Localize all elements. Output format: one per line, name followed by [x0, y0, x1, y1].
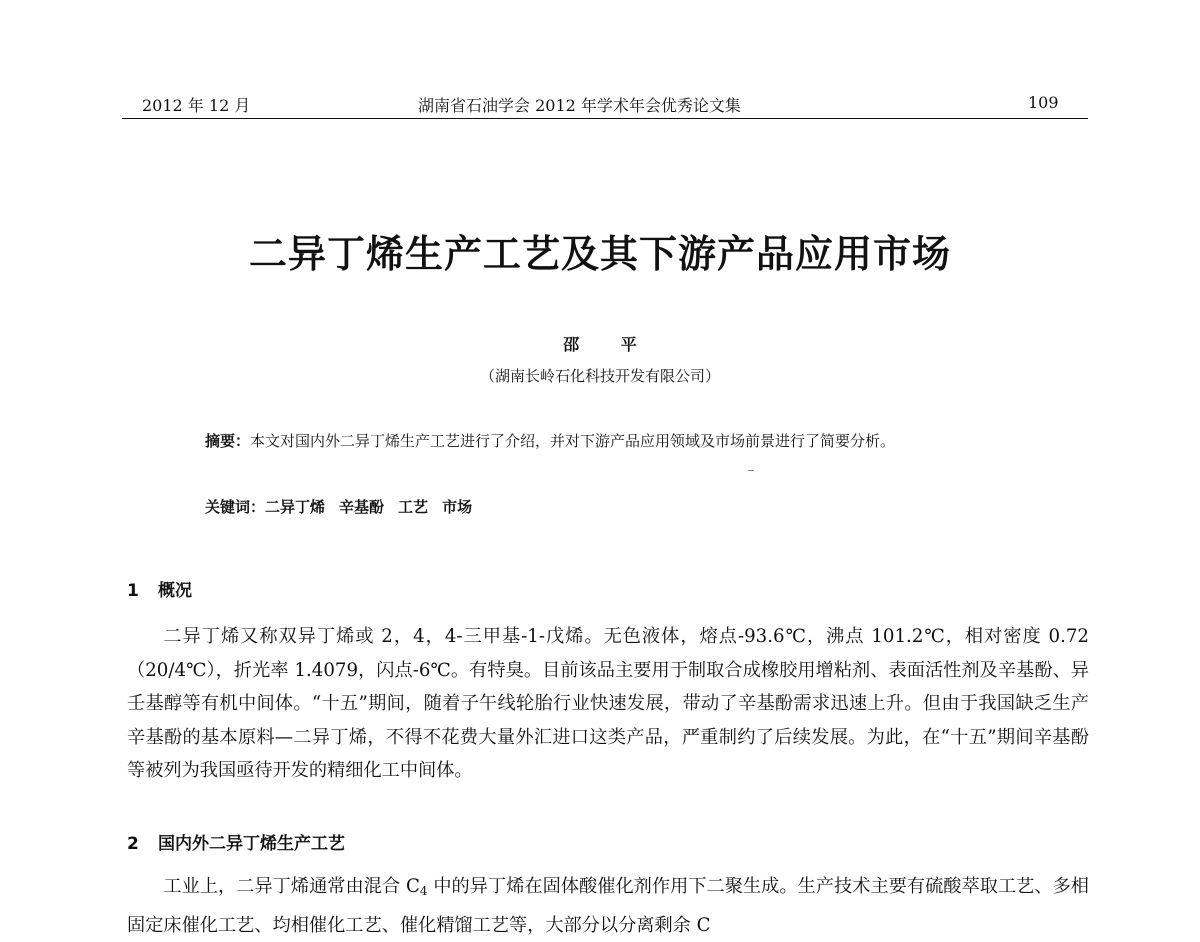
scan-mark — [748, 470, 754, 471]
section-title: 国内外二异丁烯生产工艺 — [158, 834, 345, 854]
section-1-heading — [127, 576, 192, 601]
paper-title: 二异丁烯生产工艺及其下游产品应用市场 — [248, 232, 951, 276]
abstract-label: 摘要： — [205, 432, 251, 450]
header-journal-title: 湖南省石油学会 2012 年学术年会优秀论文集 — [418, 96, 741, 115]
section-2-heading — [127, 829, 345, 854]
keyword-item: 市场 — [442, 498, 473, 516]
keyword-item: 工艺 — [398, 498, 429, 516]
author-affiliation: （湖南长岭石化科技开发有限公司） — [479, 367, 720, 385]
abstract-text: 本文对国内外二异丁烯生产工艺进行了介绍，并对下游产品应用领域及市场前景进行了简要分析。 — [250, 432, 896, 450]
section-2-paragraph — [127, 870, 1089, 942]
subscript: 4 — [419, 884, 428, 898]
section-1-paragraph: 二异丁烯又称双异丁烯或 2，4，4-三甲基-1-戊烯。无色液体，熔点-93.6℃，沸点 101.2℃，相对密度 0.72（20/4℃），折光率 1.4079，闪点-6℃。有特臭。目前该品主要用于制取合成橡胶用增粘剂、表面活性剂及辛基酚、异壬基醇等有机中间体。“十五”期间，随着子午线轮胎行业快速发展，带动了辛基酚需求迅速上升。但由于我国缺乏生产辛基酚的基本原料—二异丁烯，不得不花费大量外汇进口这类产品，严重制约了后续发展。为此，在“十五”期间辛基酚等被列为我国亟待开发的精细化工中间体。 — [127, 626, 1089, 782]
keyword-item: 二异丁烯 — [265, 498, 326, 516]
header-divider — [122, 118, 1088, 119]
header-date: 2012 年 12 月 — [142, 96, 251, 115]
author-name: 邵 平 — [563, 335, 655, 354]
keywords-label: 关键词： — [205, 498, 266, 516]
abstract — [205, 430, 895, 451]
keyword-item: 辛基酚 — [339, 498, 385, 516]
section-title: 概况 — [158, 581, 192, 601]
section-number: 2 — [127, 834, 139, 854]
section-number: 1 — [127, 581, 139, 601]
header-page-number: 109 — [1028, 93, 1059, 112]
paragraph-text: 中的异丁烯在固体酸催化剂作用下二聚生成。生产技术主要有硫酸萃取工艺、多相固定床催化工艺、均相催化工艺、催化精馏工艺等，大部分以分离剩余 C — [127, 876, 1089, 936]
paragraph-text: 工业上，二异丁烯通常由混合 C — [163, 876, 420, 897]
keywords — [205, 496, 486, 517]
